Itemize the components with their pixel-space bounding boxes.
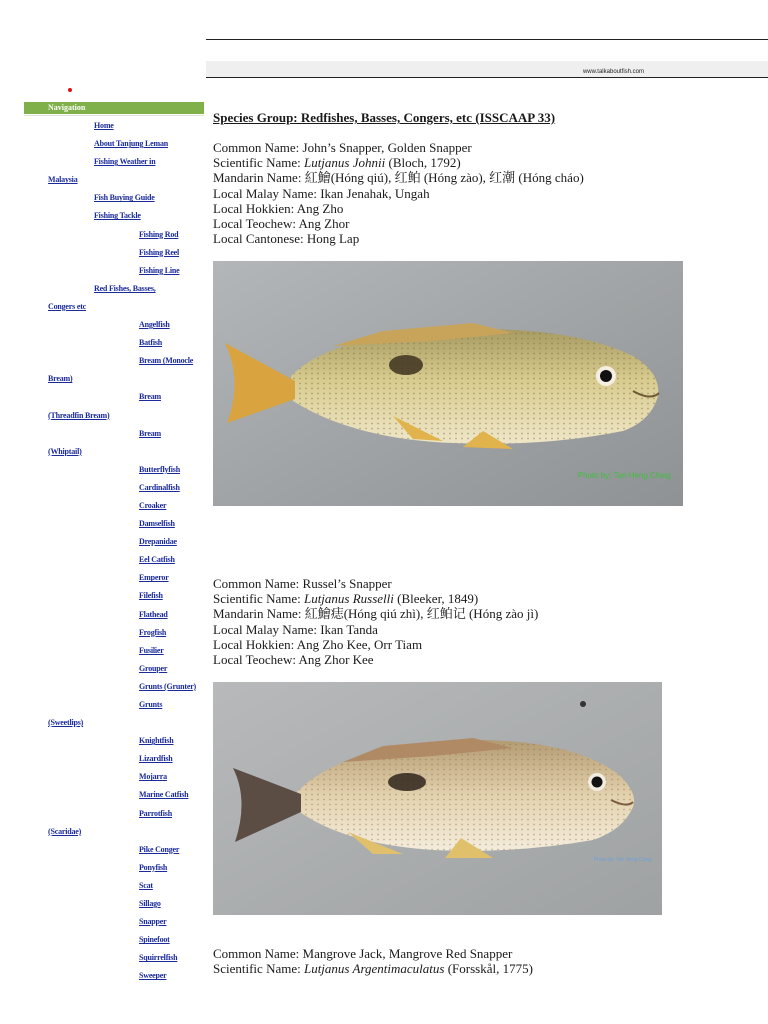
nav-link[interactable]: (Sweetlips) xyxy=(48,718,84,728)
nav-list-item xyxy=(24,967,204,985)
nav-list-item xyxy=(24,316,204,334)
nav-link[interactable]: Bream xyxy=(139,392,161,402)
nav-link[interactable]: Emperor xyxy=(139,573,169,583)
scientific-name: Scientific Name: Lutjanus Russelli (Bleeker, 1849) xyxy=(213,591,479,607)
nav-list-item xyxy=(24,244,204,262)
nav-link[interactable]: Flathead xyxy=(139,609,168,619)
nav-list-item xyxy=(24,262,204,280)
nav-list-item xyxy=(24,660,204,678)
nav-link[interactable]: Lizardfish xyxy=(139,754,173,764)
malay-name: Local Malay Name: Ikan Tanda xyxy=(213,621,378,637)
nav-list-item xyxy=(24,171,204,189)
nav-list xyxy=(24,117,204,986)
nav-list-item xyxy=(24,117,204,135)
nav-list-item xyxy=(24,407,204,425)
nav-link[interactable]: Drepanidae xyxy=(139,537,177,547)
nav-link[interactable]: Frogfish xyxy=(139,627,167,637)
nav-link[interactable]: Fusilier xyxy=(139,645,164,655)
nav-list-item xyxy=(24,877,204,895)
nav-list-item xyxy=(24,497,204,515)
species-entry-johns-snapper xyxy=(213,140,584,246)
nav-list-item xyxy=(24,334,204,352)
nav-list-item xyxy=(24,551,204,569)
nav-list-item xyxy=(24,443,204,461)
nav-link[interactable]: Fishing Tackle xyxy=(94,211,141,221)
nav-link[interactable]: Ponyfish xyxy=(139,862,168,872)
nav-link[interactable]: (Threadfin Bream) xyxy=(48,410,110,420)
teochew-name: Local Teochew: Ang Zhor xyxy=(213,216,350,232)
nav-link[interactable]: Filefish xyxy=(139,591,163,601)
nav-list-item xyxy=(24,370,204,388)
nav-link[interactable]: Congers etc xyxy=(48,301,87,311)
species-group-title: Species Group: Redfishes, Basses, Congers, etc (ISSCAAP 33) xyxy=(213,110,556,125)
nav-list-item xyxy=(24,153,204,171)
mandarin-name: Mandarin Name: 紅鱠痣(Hóng qiú zhì), 红鲌记 (Hóng zào jì) xyxy=(213,606,539,622)
cantonese-name: Local Cantonese: Hong Lap xyxy=(213,231,360,247)
nav-link[interactable]: Squirrelfish xyxy=(139,953,178,963)
common-name: Common Name: John’s Snapper, Golden Snapper xyxy=(213,140,472,155)
nav-list-item xyxy=(24,696,204,714)
nav-list-item xyxy=(24,479,204,497)
scientific-name: Scientific Name: Lutjanus Argentimaculatus (Forsskål, 1775) xyxy=(213,961,533,977)
nav-link[interactable]: Butterflyfish xyxy=(139,464,180,474)
photo-credit: Photo by: Tan Heng Ching xyxy=(593,857,652,863)
malay-name: Local Malay Name: Ikan Jenahak, Ungah xyxy=(213,185,430,201)
nav-link[interactable]: Croaker xyxy=(139,500,167,510)
nav-list-item xyxy=(24,913,204,931)
nav-link[interactable]: Fishing Line xyxy=(139,265,180,275)
nav-link[interactable]: Snapper xyxy=(139,917,167,927)
nav-list-item xyxy=(24,533,204,551)
nav-link[interactable]: Batfish xyxy=(139,338,163,348)
nav-list-item xyxy=(24,768,204,786)
nav-list-item xyxy=(24,624,204,642)
nav-link[interactable]: Knightfish xyxy=(139,736,174,746)
nav-link[interactable]: (Scaridae) xyxy=(48,826,82,836)
nav-list-item xyxy=(24,732,204,750)
hokkien-name: Local Hokkien: Ang Zho xyxy=(213,200,344,216)
nav-link[interactable]: Red Fishes, Basses, xyxy=(94,283,156,293)
nav-link[interactable]: Sillago xyxy=(139,899,161,909)
common-name: Common Name: Mangrove Jack, Mangrove Red Snapper xyxy=(213,946,513,961)
nav-divider xyxy=(24,115,204,116)
nav-list-item xyxy=(24,280,204,298)
nav-link[interactable]: Pike Conger xyxy=(139,844,180,854)
nav-list-item xyxy=(24,859,204,877)
nav-link[interactable]: Mojarra xyxy=(139,772,167,782)
nav-link[interactable]: Sweeper xyxy=(139,971,167,981)
site-url-bar xyxy=(206,61,768,78)
nav-list-item xyxy=(24,895,204,913)
top-rule xyxy=(206,39,768,40)
nav-list-item xyxy=(24,931,204,949)
nav-link[interactable]: Bream xyxy=(139,428,161,438)
nav-link[interactable]: Malaysia xyxy=(48,175,78,185)
nav-link[interactable]: Fishing Reel xyxy=(139,247,180,257)
nav-link[interactable]: Bream) xyxy=(48,374,73,384)
nav-list-item xyxy=(24,298,204,316)
nav-link[interactable]: Eel Catfish xyxy=(139,555,175,565)
nav-link[interactable]: Cardinalfish xyxy=(139,482,180,492)
nav-list-item xyxy=(24,352,204,370)
nav-link[interactable]: Angelfish xyxy=(139,320,170,330)
nav-link[interactable]: Bream (Monocle xyxy=(139,356,194,366)
nav-list-item xyxy=(24,823,204,841)
nav-link[interactable]: About Tanjung Leman xyxy=(94,139,169,149)
nav-list-item xyxy=(24,207,204,225)
nav-list-item xyxy=(24,515,204,533)
photo-russels-snapper xyxy=(213,682,662,915)
nav-list-item xyxy=(24,388,204,406)
navigation-heading: Navigation xyxy=(24,102,204,114)
nav-list-item xyxy=(24,425,204,443)
hokkien-name: Local Hokkien: Ang Zho Kee, Orr Tiam xyxy=(213,636,423,652)
nav-list-item xyxy=(24,714,204,732)
nav-list-item xyxy=(24,805,204,823)
nav-link[interactable]: Scat xyxy=(139,880,153,890)
scientific-name: Scientific Name: Lutjanus Johnii (Bloch, 1792) xyxy=(213,155,461,171)
nav-link[interactable]: Grunts (Grunter) xyxy=(139,681,197,691)
nav-link[interactable]: Parrotfish xyxy=(139,808,172,818)
nav-list-item xyxy=(24,587,204,605)
nav-list-item xyxy=(24,569,204,587)
nav-link[interactable]: Marine Catfish xyxy=(139,790,189,800)
sidebar-navigation xyxy=(24,102,204,986)
nav-list-item xyxy=(24,949,204,967)
nav-list-item xyxy=(24,461,204,479)
nav-list-item xyxy=(24,750,204,768)
common-name: Common Name: Russel’s Snapper xyxy=(213,576,392,591)
bullet-dot xyxy=(68,88,72,92)
photo-johns-snapper xyxy=(213,261,683,506)
species-entry-russels-snapper xyxy=(213,576,538,667)
nav-link[interactable]: (Whiptail) xyxy=(48,446,82,456)
nav-link[interactable]: Spinefoot xyxy=(139,935,170,945)
nav-link[interactable]: Damselfish xyxy=(139,519,175,529)
nav-list-item xyxy=(24,678,204,696)
species-entry-mangrove-jack xyxy=(213,946,533,976)
nav-list-item xyxy=(24,606,204,624)
nav-link[interactable]: Fishing Weather in xyxy=(94,157,156,167)
nav-list-item xyxy=(24,189,204,207)
nav-list-item xyxy=(24,642,204,660)
photo-credit: Photo by: Tan Heng Ching xyxy=(577,471,671,480)
nav-link[interactable]: Fish Buying Guide xyxy=(94,193,155,203)
nav-link[interactable]: Grouper xyxy=(139,663,168,673)
nav-link[interactable]: Fishing Rod xyxy=(139,229,179,239)
mandarin-name: Mandarin Name: 紅鱠(Hóng qiú), 红鲌 (Hóng zào), 红潮 (Hóng cháo) xyxy=(213,170,584,186)
nav-list-item xyxy=(24,786,204,804)
nav-link[interactable]: Grunts xyxy=(139,700,163,709)
nav-list-item xyxy=(24,226,204,244)
teochew-name: Local Teochew: Ang Zhor Kee xyxy=(213,652,374,668)
nav-list-item xyxy=(24,135,204,153)
nav-link[interactable]: Home xyxy=(94,121,114,130)
site-url[interactable]: www.talkaboutfish.com xyxy=(582,69,644,75)
nav-list-item xyxy=(24,841,204,859)
